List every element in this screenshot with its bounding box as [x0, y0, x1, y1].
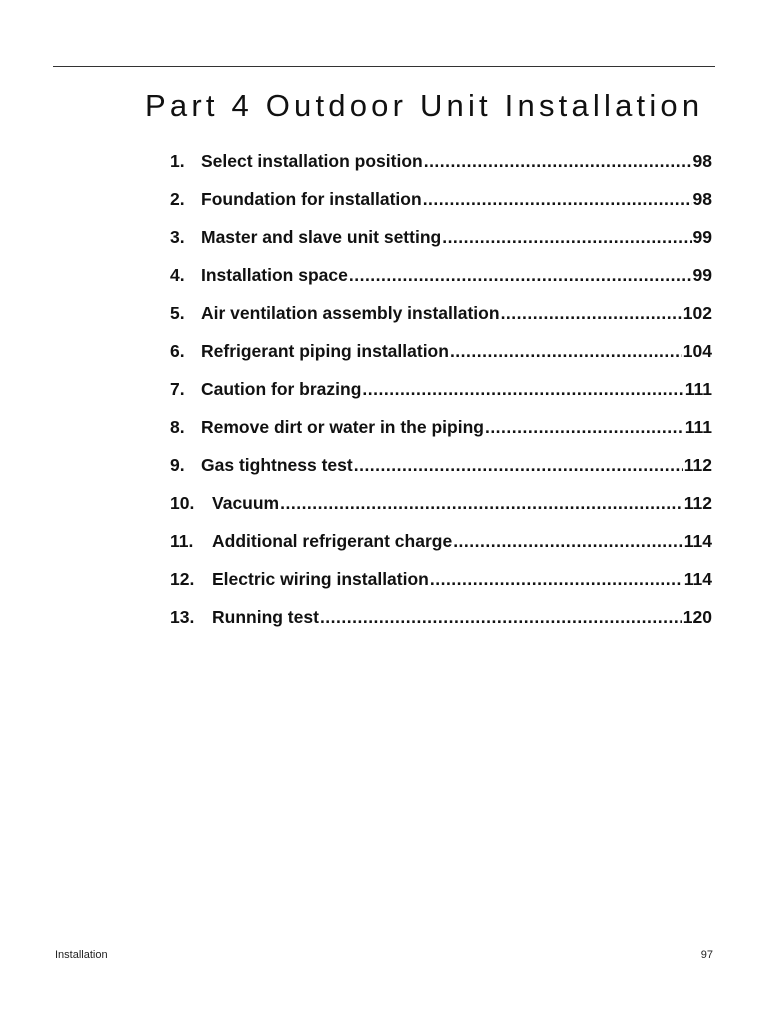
toc-entry-number: 13.	[170, 607, 195, 627]
header-rule	[53, 66, 715, 67]
toc-entry[interactable]	[170, 450, 712, 488]
toc-entry-page: 104	[682, 341, 712, 361]
toc-dot-leader	[450, 336, 682, 366]
toc-entry[interactable]	[170, 412, 712, 450]
toc-entry-page: 114	[683, 569, 712, 589]
toc-entry-title: Foundation for installation	[201, 189, 422, 209]
toc-entry-number: 1.	[170, 151, 185, 171]
toc-entry-page: 98	[692, 151, 712, 171]
toc-entry-page: 102	[682, 303, 712, 323]
toc-entry-page: 112	[683, 493, 712, 513]
toc-entry[interactable]	[170, 488, 712, 526]
toc-entry-title: Refrigerant piping installation	[201, 341, 449, 361]
footer-section-label: Installation	[55, 949, 108, 961]
toc-entry-number: 8.	[170, 417, 185, 437]
toc-entry[interactable]	[170, 260, 712, 298]
toc-entry-title: Vacuum	[212, 493, 280, 513]
footer-page-number: 97	[700, 949, 713, 961]
toc-entry-number: 6.	[170, 341, 185, 361]
toc-entry-title: Air ventilation assembly installation	[201, 303, 500, 323]
toc-entry-page: 98	[692, 189, 712, 209]
toc-dot-leader	[280, 488, 683, 518]
toc-entry-page: 120	[682, 607, 712, 627]
toc-entry-title: Additional refrigerant charge	[212, 531, 453, 551]
toc-entry-page: 112	[683, 455, 712, 475]
toc-entry-number: 4.	[170, 265, 185, 285]
toc-entry-number: 9.	[170, 455, 185, 475]
toc-dot-leader	[362, 374, 683, 404]
toc-entry-title: Gas tightness test	[201, 455, 353, 475]
toc-entry-title: Remove dirt or water in the piping	[201, 417, 484, 437]
toc-dot-leader	[424, 146, 692, 176]
toc-entry-title: Select installation position	[201, 151, 423, 171]
toc-entry[interactable]	[170, 374, 712, 412]
toc-dot-leader	[320, 602, 682, 632]
toc-dot-leader	[442, 222, 691, 252]
toc-entry[interactable]	[170, 222, 712, 260]
toc-entry-title: Master and slave unit setting	[201, 227, 442, 247]
toc-entry-number: 12.	[170, 569, 195, 589]
toc-entry-number: 5.	[170, 303, 185, 323]
toc-entry-number: 11.	[170, 531, 194, 551]
toc-entry-number: 7.	[170, 379, 185, 399]
toc-dot-leader	[423, 184, 692, 214]
toc-entry-page: 111	[684, 417, 712, 437]
toc-entry[interactable]	[170, 602, 712, 640]
toc-dot-leader	[501, 298, 682, 328]
toc-entry[interactable]	[170, 184, 712, 222]
table-of-contents	[170, 146, 712, 640]
toc-entry-title: Electric wiring installation	[212, 569, 429, 589]
toc-entry-title: Caution for brazing	[201, 379, 362, 399]
toc-entry-title: Running test	[212, 607, 319, 627]
toc-entry-number: 10.	[170, 493, 195, 513]
toc-entry-page: 99	[692, 265, 712, 285]
toc-entry[interactable]	[170, 564, 712, 602]
toc-entry[interactable]	[170, 298, 712, 336]
toc-entry-page: 99	[692, 227, 712, 247]
toc-entry[interactable]	[170, 526, 712, 564]
page-title: Part 4 Outdoor Unit Installation	[145, 88, 704, 123]
toc-dot-leader	[485, 412, 684, 442]
toc-entry-number: 2.	[170, 189, 185, 209]
toc-entry-number: 3.	[170, 227, 185, 247]
toc-entry-title: Installation space	[201, 265, 348, 285]
toc-entry-page: 111	[684, 379, 712, 399]
toc-entry[interactable]	[170, 336, 712, 374]
toc-entry-page: 114	[683, 531, 712, 551]
toc-entry[interactable]	[170, 146, 712, 184]
toc-dot-leader	[430, 564, 683, 594]
toc-dot-leader	[453, 526, 683, 556]
toc-dot-leader	[354, 450, 683, 480]
toc-dot-leader	[349, 260, 692, 290]
